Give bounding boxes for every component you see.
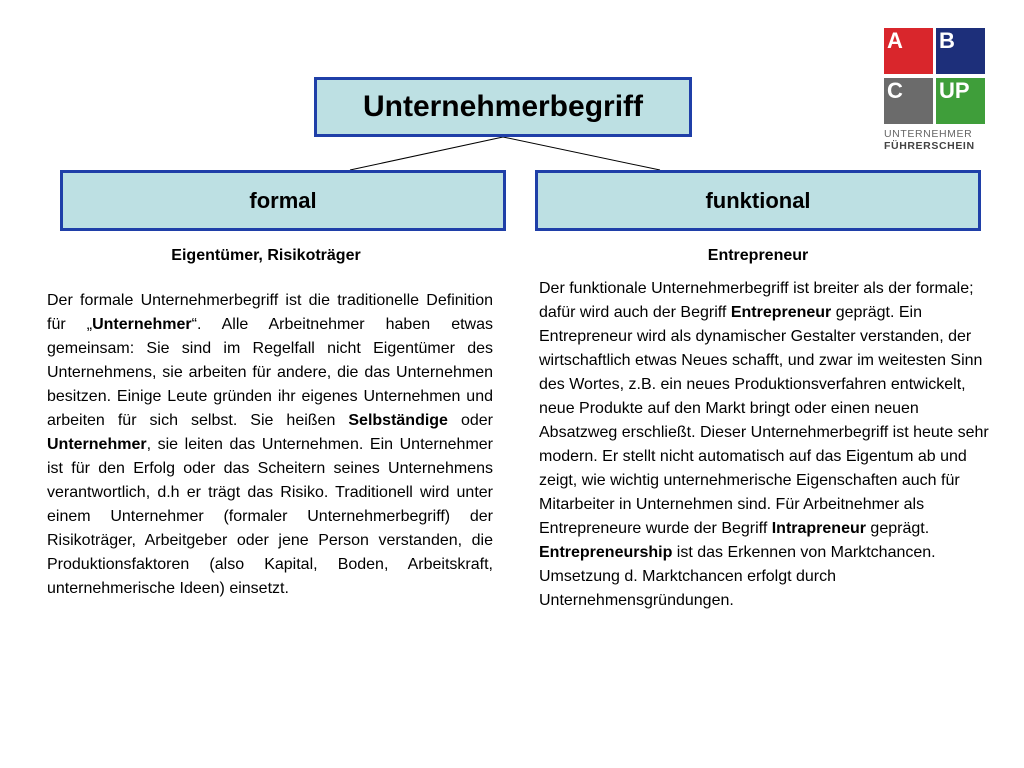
- formal-subheading: Eigentümer, Risikoträger: [171, 247, 361, 264]
- formal-paragraph: [47, 289, 493, 601]
- formal-text-4: , sie leiten das Unternehmen. Ein Unternehmer ist für den Erfolg oder das Scheitern seines Unternehmens verantwortlich, d.h er trägt das Risiko. Traditionell wird unter einem Unternehmer (formaler Unternehmerbegriff) der Risikoträger, Arbeitgeber oder jene Person verstanden, die Produktionsfaktoren (also Kapital, Boden, Arbeitskraft, unternehmerische Ideen) einsetzt.: [47, 436, 493, 597]
- funktional-bold-2: Intrapreneur: [771, 520, 866, 537]
- funktional-box: [535, 170, 981, 231]
- logo-tile-a: A: [884, 28, 933, 74]
- title-box: [314, 77, 692, 137]
- formal-box: [60, 170, 506, 231]
- connector-right: [503, 137, 660, 170]
- connector-left: [350, 137, 503, 170]
- formal-text-1: Der formale Unternehmerbegriff ist die traditionelle Definition für „: [47, 292, 493, 333]
- logo-tile-b: B: [936, 28, 985, 74]
- formal-text-2: “. Alle Arbeitnehmer haben etwas gemeinsam: Sie sind im Regelfall nicht Eigentümer des Unternehmens, sie arbeiten für andere, die das Unternehmen besitzen. Einige Leute gründen ihr eigenes Unternehmen und arbeiten für sich selbst. Sie heißen: [47, 316, 493, 429]
- formal-bold-2: Selbständige: [348, 412, 448, 429]
- logo-tile-c: C: [884, 78, 933, 124]
- funktional-label: funktional: [705, 187, 811, 213]
- funktional-bold-1: Entrepreneur: [730, 304, 832, 321]
- formal-bold-3: Unternehmer: [47, 436, 147, 453]
- funktional-bold-3: Entrepreneurship: [539, 544, 673, 561]
- logo-line-2: FÜHRERSCHEIN: [884, 140, 975, 152]
- funktional-subheading: Entrepreneur: [707, 247, 809, 264]
- funktional-text-2: geprägt. Ein Entrepreneur wird als dynamischer Gestalter verstanden, der wirtschaftlich etwas Neues schafft, und zwar im weitesten Sinn des Wortes, z.B. ein neues Produktionsverfahren entwickelt, neue Produkte auf den Markt bringt oder einen neuen Absatzweg erschließt. Dieser Unternehmerbegriff ist heute sehr modern. Er stellt nicht automatisch auf das Eigentum ab und zeigt, wie wichtig unternehmerische Eigenschaften auch für Mitarbeiter in Unternehmen sind. Für Arbeitnehmer als Entrepreneure wurde der Begriff: [539, 304, 989, 537]
- logo-tile-up: UP: [936, 78, 985, 124]
- funktional-text-4: ist das Erkennen von Marktchancen. Umsetzung d. Marktchancen erfolgt durch Unternehmensgründungen.: [539, 544, 936, 609]
- formal-text-3: oder: [447, 412, 493, 429]
- funktional-text-3: geprägt.: [865, 520, 930, 537]
- funktional-paragraph: [539, 277, 999, 613]
- unternehmerfuehrerschein-logo: [884, 28, 988, 152]
- funktional-text-1: Der funktionale Unternehmerbegriff ist breiter als der formale; dafür wird auch der Begriff: [539, 280, 974, 321]
- logo-grid: [884, 28, 988, 124]
- logo-line-1: UNTERNEHMER: [884, 128, 973, 140]
- formal-label: formal: [249, 187, 317, 213]
- formal-bold-1: Unternehmer: [92, 316, 192, 333]
- page-title: Unternehmerbegriff: [362, 90, 644, 123]
